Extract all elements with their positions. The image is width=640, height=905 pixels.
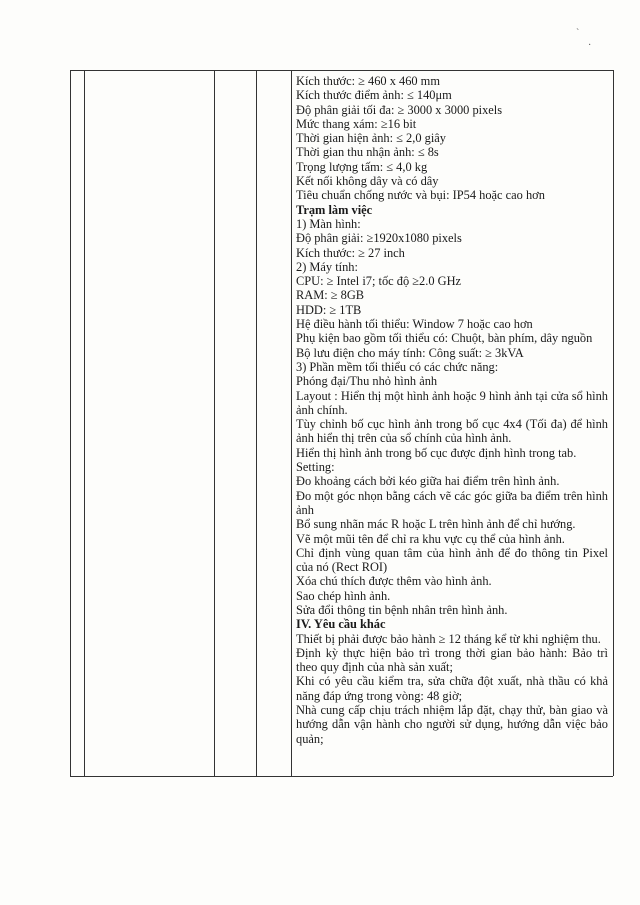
spec-line: Kết nối không dây và có dây: [296, 174, 439, 189]
spec-line: Phóng đại/Thu nhỏ hình ảnh: [296, 374, 438, 389]
spec-line: Độ phân giải: ≥1920x1080 pixels: [296, 231, 462, 246]
column-divider: [291, 70, 292, 776]
spec-line: Bổ sung nhãn mác R hoặc L trên hình ảnh để chỉ hướng.: [296, 517, 576, 532]
spec-line: Phụ kiện bao gồm tối thiểu có: Chuột, bàn phím, dây nguồn: [296, 331, 593, 346]
spec-line: Kích thước: ≥ 27 inch: [296, 245, 405, 260]
spec-line: 2) Máy tính:: [296, 259, 358, 274]
spec-line: Tiêu chuẩn chống nước và bụi: IP54 hoặc cao hơn: [296, 188, 545, 203]
spec-line: Định kỳ thực hiện bảo trì trong thời gian bảo hành: Bảo trì theo quy định của nhà sản xuất;: [296, 645, 608, 675]
spec-line: Layout : Hiển thị một hình ảnh hoặc 9 hình ảnh tại cửa sổ hình ảnh chính.: [296, 388, 608, 417]
spec-line: 3) Phần mềm tối thiểu có các chức năng:: [296, 359, 499, 374]
spec-line: 1) Màn hình:: [296, 216, 361, 231]
section-heading-other-requirements: IV. Yêu cầu khác: [296, 617, 386, 632]
spec-line: Kích thước: ≥ 460 x 460 mm: [296, 74, 440, 88]
spec-line: Thời gian thu nhận ảnh: ≤ 8s: [296, 145, 439, 160]
table-border-right: [613, 70, 614, 776]
spec-line: Sửa đổi thông tin bệnh nhân trên hình ảnh.: [296, 602, 508, 617]
spec-line: Vẽ một mũi tên để chỉ ra khu vực cụ thể của hình ảnh.: [296, 531, 565, 546]
spec-line: Chỉ định vùng quan tâm của hình ảnh để đo thông tin Pixel của nó (Rect ROI): [296, 545, 608, 575]
section-heading-workstation: Trạm làm việc: [296, 202, 373, 217]
column-divider: [256, 70, 257, 776]
scan-mark: ·: [588, 40, 592, 51]
table-border-bottom: [70, 776, 613, 777]
spec-line: Khi có yêu cầu kiểm tra, sửa chữa đột xuất, nhà thầu có khả năng đáp ứng trong vòng: 48 giờ;: [296, 674, 608, 703]
spec-line: Bộ lưu điện cho máy tính: Công suất: ≥ 3kVA: [296, 345, 524, 360]
spec-line: Hiển thị hình ảnh trong bố cục được định hình trong tab.: [296, 445, 577, 460]
column-divider: [214, 70, 215, 776]
spec-line: Trọng lượng tấm: ≤ 4,0 kg: [296, 159, 428, 174]
specification-cell: [296, 74, 608, 746]
spec-line: CPU: ≥ Intel i7; tốc độ ≥2.0 GHz: [296, 274, 462, 289]
spec-line: Đo khoảng cách bởi kéo giữa hai điểm trên hình ảnh.: [296, 474, 560, 489]
spec-line: Nhà cung cấp chịu trách nhiệm lắp đặt, chạy thử, bàn giao và hướng dẫn vận hành cho người sử dụng, hướng dẫn việc bảo quản;: [296, 703, 608, 746]
spec-line: Hệ điều hành tối thiểu: Window 7 hoặc cao hơn: [296, 317, 533, 332]
spec-line: Tùy chỉnh bố cục hình ảnh trong bố cục 4x4 (Tối đa) để hình ảnh hiển thị trên của sổ chính của hình ảnh.: [296, 417, 608, 446]
spec-line: Sao chép hình ảnh.: [296, 588, 391, 603]
spec-line: Setting:: [296, 460, 335, 475]
spec-line: Thời gian hiện ảnh: ≤ 2,0 giây: [296, 131, 446, 146]
spec-line: Kích thước điểm ảnh: ≤ 140μm: [296, 88, 452, 103]
scan-mark: ˋ: [576, 28, 580, 39]
spec-line: Xóa chú thích được thêm vào hình ảnh.: [296, 574, 492, 589]
spec-line: Thiết bị phải được bảo hành ≥ 12 tháng kể từ khi nghiệm thu.: [296, 631, 601, 646]
spec-line: HDD: ≥ 1TB: [296, 302, 362, 317]
table-border-left: [70, 70, 71, 776]
spec-line: RAM: ≥ 8GB: [296, 288, 365, 303]
spec-line: Mức thang xám: ≥16 bit: [296, 116, 417, 131]
table-border-top: [70, 70, 613, 71]
spec-line: Độ phân giải tối đa: ≥ 3000 x 3000 pixels: [296, 102, 503, 117]
column-divider: [84, 70, 85, 776]
spec-line: Đo một góc nhọn bằng cách vẽ các góc giữa ba điểm trên hình ảnh: [296, 488, 608, 517]
